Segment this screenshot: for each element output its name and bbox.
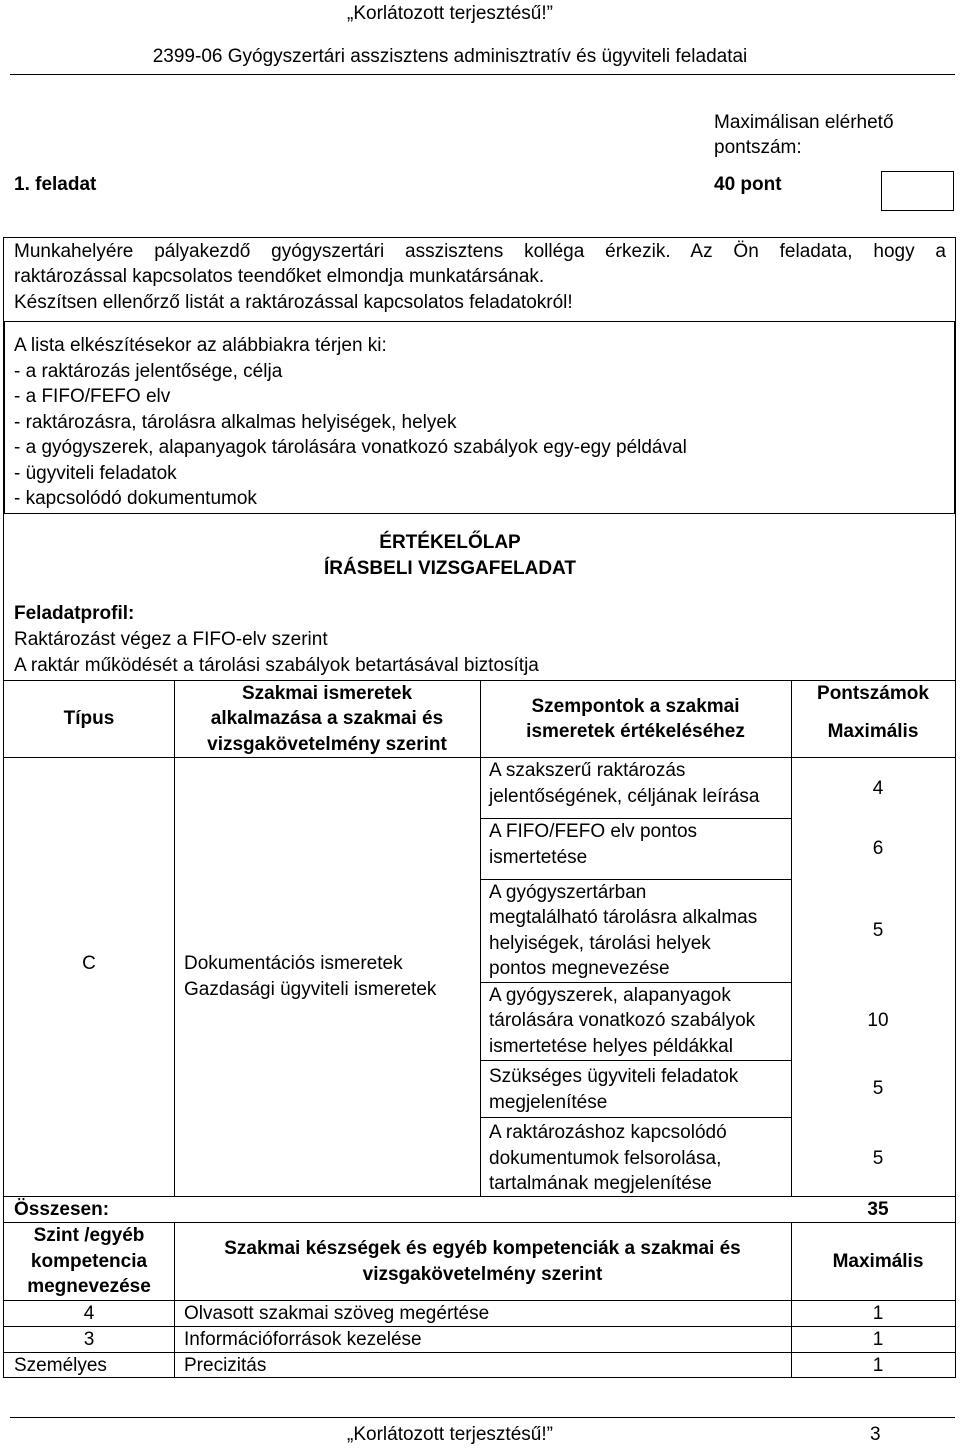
col-header-knowledge-3: vizsgakövetelmény szerint (207, 734, 447, 755)
max-value: 1 (872, 1303, 884, 1324)
criteria-text: jelentőségének, céljának leírása (489, 786, 760, 807)
page-number: 3 (870, 1424, 881, 1445)
table-rule (480, 1117, 791, 1118)
criteria-text: tartalmának megjelenítése (489, 1173, 712, 1194)
criteria-text: A szakszerű raktározás (489, 760, 686, 781)
table-rule (480, 1060, 791, 1061)
list-item: - a raktározás jelentősége, célja (14, 361, 283, 382)
criteria-text: A raktározáshoz kapcsolódó (489, 1122, 727, 1143)
profile-line-1: Raktározást végez a FIFO-elv szerint (14, 629, 328, 650)
max-label-1: Maximálisan elérhető (714, 112, 894, 133)
col-header-criteria-2: ismeretek értékeléséhez (526, 721, 745, 742)
criteria-text: megtalálható tárolásra alkalmas (489, 907, 758, 928)
criteria-text: A FIFO/FEFO elv pontos (489, 821, 698, 842)
col-header-skills-1: Szakmai készségek és egyéb kompetenciák a szakmai és (224, 1238, 741, 1259)
col-header-points: Pontszámok (817, 683, 929, 704)
level-value: Személyes (14, 1355, 107, 1376)
col-header-level-3: megnevezése (27, 1276, 151, 1297)
skill-text: Olvasott szakmai szöveg megértése (184, 1303, 490, 1324)
type-value: C (82, 953, 96, 974)
max-value: 1 (872, 1329, 884, 1350)
table-col-rule (480, 680, 481, 1196)
col-header-level-2: kompetencia (30, 1251, 148, 1272)
list-item: - kapcsolódó dokumentumok (14, 488, 257, 509)
points-value: 5 (872, 920, 884, 941)
col-header-criteria-1: Szempontok a szakmai (531, 696, 740, 717)
col-header-level-1: Szint /egyéb (33, 1225, 145, 1246)
score-box (881, 171, 954, 211)
points-value: 5 (872, 1078, 884, 1099)
task-title: 1. feladat (14, 174, 97, 195)
col-header-type: Típus (63, 708, 115, 729)
max-label-2: pontszám: (714, 137, 802, 158)
criteria-text: ismertetése (489, 847, 588, 868)
list-item: - raktározásra, tárolásra alkalmas helyiségek, helyek (14, 412, 457, 433)
footer-rule (10, 1417, 955, 1418)
criteria-text: tárolására vonatkozó szabályok (489, 1010, 756, 1031)
points-value: 4 (872, 778, 884, 799)
profile-label: Feladatprofil: (14, 603, 135, 624)
level-value: 4 (83, 1303, 95, 1324)
criteria-text: helyiségek, tárolási helyek (489, 933, 711, 954)
level-value: 3 (83, 1329, 95, 1350)
criteria-text: A gyógyszerek, alapanyagok (489, 985, 731, 1006)
max-value: 1 (872, 1355, 884, 1376)
total-label: Összesen: (14, 1199, 110, 1220)
criteria-text: pontos megnevezése (489, 958, 670, 979)
knowledge-item: Dokumentációs ismeretek (184, 953, 403, 974)
page-subtitle: 2399-06 Gyógyszertári asszisztens adminisztratív és ügyviteli feladatai (152, 46, 748, 67)
eval-subtitle: ÍRÁSBELI VIZSGAFELADAT (324, 558, 576, 579)
total-value: 35 (867, 1199, 889, 1220)
knowledge-item: Gazdasági ügyviteli ismeretek (184, 979, 437, 1000)
criteria-text: A gyógyszertárban (489, 882, 647, 903)
list-item: - a gyógyszerek, alapanyagok tárolására vonatkozó szabályok egy-egy példával (14, 437, 687, 458)
skill-text: Precizitás (184, 1355, 267, 1376)
criteria-text: ismertetése helyes példákkal (489, 1036, 733, 1057)
criteria-text: Szükséges ügyviteli feladatok (489, 1066, 739, 1087)
points-value: 6 (872, 838, 884, 859)
list-item: - ügyviteli feladatok (14, 463, 177, 484)
list-intro: A lista elkészítésekor az alábbiakra térjen ki: (14, 335, 387, 356)
intro-line-3: Készítsen ellenőrző listát a raktározással kapcsolatos feladatokról! (14, 292, 573, 313)
col-header-max: Maximális (832, 1251, 924, 1272)
criteria-text: megjelenítése (489, 1092, 608, 1113)
restricted-footer: „Korlátozott terjesztésű!” (347, 1424, 553, 1445)
col-header-knowledge-1: Szakmai ismeretek (241, 683, 413, 704)
task-points: 40 pont (714, 174, 782, 195)
intro-line-2: raktározással kapcsolatos teendőket elmondja munkatársának. (14, 266, 545, 287)
points-value: 10 (867, 1010, 889, 1031)
col-header-knowledge-2: alkalmazása a szakmai és (210, 708, 444, 729)
eval-title: ÉRTÉKELŐLAP (379, 532, 521, 553)
col-header-skills-2: vizsgakövetelmény szerint (362, 1264, 603, 1285)
profile-line-2: A raktár működését a tárolási szabályok betartásával biztosítja (14, 655, 539, 676)
criteria-text: dokumentumok felsorolása, (489, 1148, 722, 1169)
skill-text: Információforrások kezelése (184, 1329, 422, 1350)
restricted-header: „Korlátozott terjesztésű!” (347, 3, 553, 24)
list-item: - a FIFO/FEFO elv (14, 386, 171, 407)
intro-line-1: Munkahelyére pályakezdő gyógyszertári asszisztens kolléga érkezik. Az Ön feladata, hogy a (14, 241, 946, 262)
points-value: 5 (872, 1148, 884, 1169)
header-rule (10, 74, 955, 75)
col-header-max: Maximális (827, 721, 919, 742)
